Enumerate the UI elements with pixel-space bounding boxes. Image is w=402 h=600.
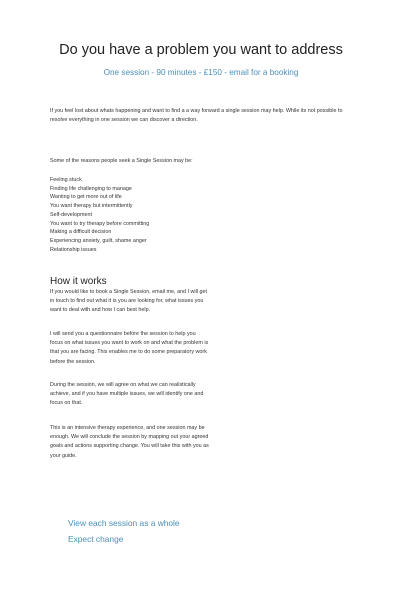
list-item: Self-development (50, 211, 92, 218)
how-text: This is an intensive therapy experience, and one session may be enough. We will conclude the session by mapping out your agreed goals and actions supporting change. You will take this with you as your guide. (50, 425, 209, 459)
intro-text: If you feel lost about whats happening and want to find a a way forward a single session may help. While its not possible to resolve everything in one session we can discover a direction. (50, 108, 343, 124)
list-item: Wanting to get more out of life (50, 194, 122, 201)
reasons-intro-text: Some of the reasons people seek a Single Session may be: (50, 158, 193, 164)
list-item: Making a difficult decision (50, 229, 112, 236)
list-item: Feeling stuck (50, 177, 82, 183)
how-text: I will send you a questionnaire before the session to help you focus on what issues you want to work on and what the problem is that you are facing. This enables me to do some preparatory work before the session. (50, 331, 209, 365)
list-item: Relationship issues (50, 246, 97, 253)
view-session-link[interactable]: View each session as a whole (68, 518, 180, 528)
how-paragraph-intensive (50, 424, 210, 461)
list-item: You want therapy but intermittently (50, 203, 133, 210)
page-title: Do you have a problem you want to address (59, 42, 343, 58)
how-paragraph-questionnaire (50, 330, 210, 367)
page-subtitle: One session - 90 minutes - £150 - email for a booking (103, 68, 299, 77)
how-text: During the session, we will agree on what we can realistically achieve, and if you have multiple issues, we will identify one and focus on that. (50, 382, 204, 407)
how-it-works-heading: How it works (50, 276, 107, 287)
list-item: Experiencing anxiety, guilt, shame anger (50, 237, 147, 244)
how-paragraph-booking (50, 288, 210, 316)
how-paragraph-session (50, 381, 210, 409)
list-item: Finding life challenging to manage (50, 185, 132, 192)
expect-change-link[interactable]: Expect change (68, 534, 124, 544)
intro-paragraph (50, 107, 350, 125)
list-item: You want to try therapy before committing (50, 220, 150, 227)
how-text: If you would like to book a Single Session, email me, and I will get in touch to find out what it is you are looking for, what issues you want to deal with and how I can best help. (50, 289, 208, 314)
reasons-intro (50, 157, 350, 166)
reasons-list (50, 176, 149, 254)
